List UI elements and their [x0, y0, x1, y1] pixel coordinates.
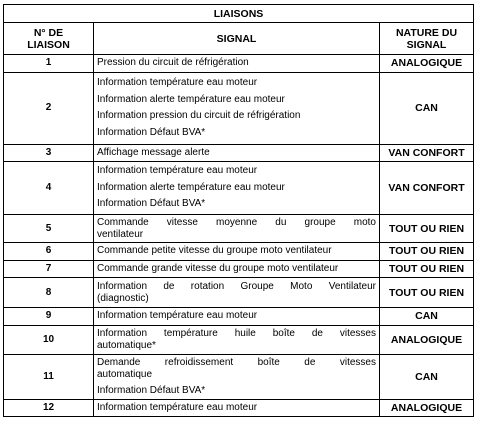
table-row [4, 243, 474, 261]
row-nature: TOUT OU RIEN [380, 215, 474, 243]
signal-line: Commande grande vitesse du groupe moto ventilateur [97, 262, 339, 274]
row-number: 6 [4, 243, 94, 261]
signal-line: Commande petite vitesse du groupe moto ventilateur [97, 245, 332, 256]
row-signal [94, 144, 380, 162]
row-signal [94, 55, 380, 73]
row-nature: ANALOGIQUE [380, 325, 474, 354]
liaisons-table-container [3, 4, 474, 417]
signal-line: Affichage message alerte [97, 146, 210, 158]
row-number: 10 [4, 325, 94, 354]
signal-line: Information alerte température eau moteur [97, 181, 285, 193]
row-signal [94, 215, 380, 243]
signal-line: Information Défaut BVA* [97, 126, 206, 138]
signal-line: Demande refroidissement boîte de vitesses [97, 356, 376, 368]
row-signal [94, 308, 380, 326]
signal-line: (diagnostic) [97, 292, 149, 304]
liaisons-table [3, 4, 474, 417]
row-nature: ANALOGIQUE [380, 55, 474, 73]
signal-line: Information Défaut BVA* [97, 384, 206, 396]
row-nature: TOUT OU RIEN [380, 243, 474, 261]
table-row [4, 144, 474, 162]
signal-line: Information Défaut BVA* [97, 198, 206, 210]
table-row [4, 55, 474, 73]
row-number: 5 [4, 215, 94, 243]
table-row [4, 308, 474, 326]
table-row [4, 354, 474, 399]
header-num-line1: N° DE [33, 26, 64, 39]
row-signal [94, 399, 380, 417]
row-number: 12 [4, 399, 94, 417]
row-nature: TOUT OU RIEN [380, 278, 474, 308]
signal-line: automatique [97, 368, 153, 380]
header-row [4, 23, 474, 55]
header-num-line2: LIAISON [27, 38, 70, 51]
row-signal [94, 260, 380, 278]
signal-line: ventilateur [97, 228, 144, 240]
title-row [4, 5, 474, 23]
table-row [4, 399, 474, 417]
row-nature: VAN CONFORT [380, 144, 474, 162]
header-signal: SIGNAL [94, 23, 380, 55]
signal-line: automatique* [97, 339, 156, 351]
signal-line: Information température eau moteur [97, 310, 258, 321]
row-nature: CAN [380, 308, 474, 326]
row-signal [94, 278, 380, 308]
signal-line: Information température eau moteur [97, 165, 258, 177]
row-number: 9 [4, 308, 94, 326]
signal-line: Information température huile boîte de vitesses [97, 327, 376, 339]
row-nature: VAN CONFORT [380, 162, 474, 215]
row-number: 7 [4, 260, 94, 278]
row-nature: TOUT OU RIEN [380, 260, 474, 278]
header-nature-line2: SIGNAL [406, 38, 447, 51]
signal-line: Information pression du circuit de réfrigération [97, 110, 301, 121]
row-number: 8 [4, 278, 94, 308]
table-row [4, 162, 474, 215]
row-number: 3 [4, 144, 94, 162]
row-signal [94, 72, 380, 144]
signal-line: Information température eau moteur [97, 401, 258, 413]
row-nature: CAN [380, 72, 474, 144]
table-row [4, 278, 474, 308]
header-nature-line1: NATURE DU [395, 26, 458, 39]
signal-line: Pression du circuit de réfrigération [97, 57, 249, 68]
signal-line: Information alerte température eau moteur [97, 93, 285, 105]
table-row [4, 325, 474, 354]
signal-line: Information température eau moteur [97, 77, 258, 88]
row-signal [94, 354, 380, 399]
row-signal [94, 162, 380, 215]
table-title: LIAISONS [4, 5, 474, 23]
header-num [4, 23, 94, 55]
row-number: 1 [4, 55, 94, 73]
row-number: 4 [4, 162, 94, 215]
row-number: 11 [4, 354, 94, 399]
table-row [4, 215, 474, 243]
signal-line: Information de rotation Groupe Moto Ventilateur [97, 280, 376, 292]
signal-line: Commande vitesse moyenne du groupe moto [97, 216, 376, 228]
row-nature: CAN [380, 354, 474, 399]
table-row [4, 72, 474, 144]
header-nature [380, 23, 474, 55]
table-row [4, 260, 474, 278]
row-nature: ANALOGIQUE [380, 399, 474, 417]
row-number: 2 [4, 72, 94, 144]
row-signal [94, 325, 380, 354]
row-signal [94, 243, 380, 261]
